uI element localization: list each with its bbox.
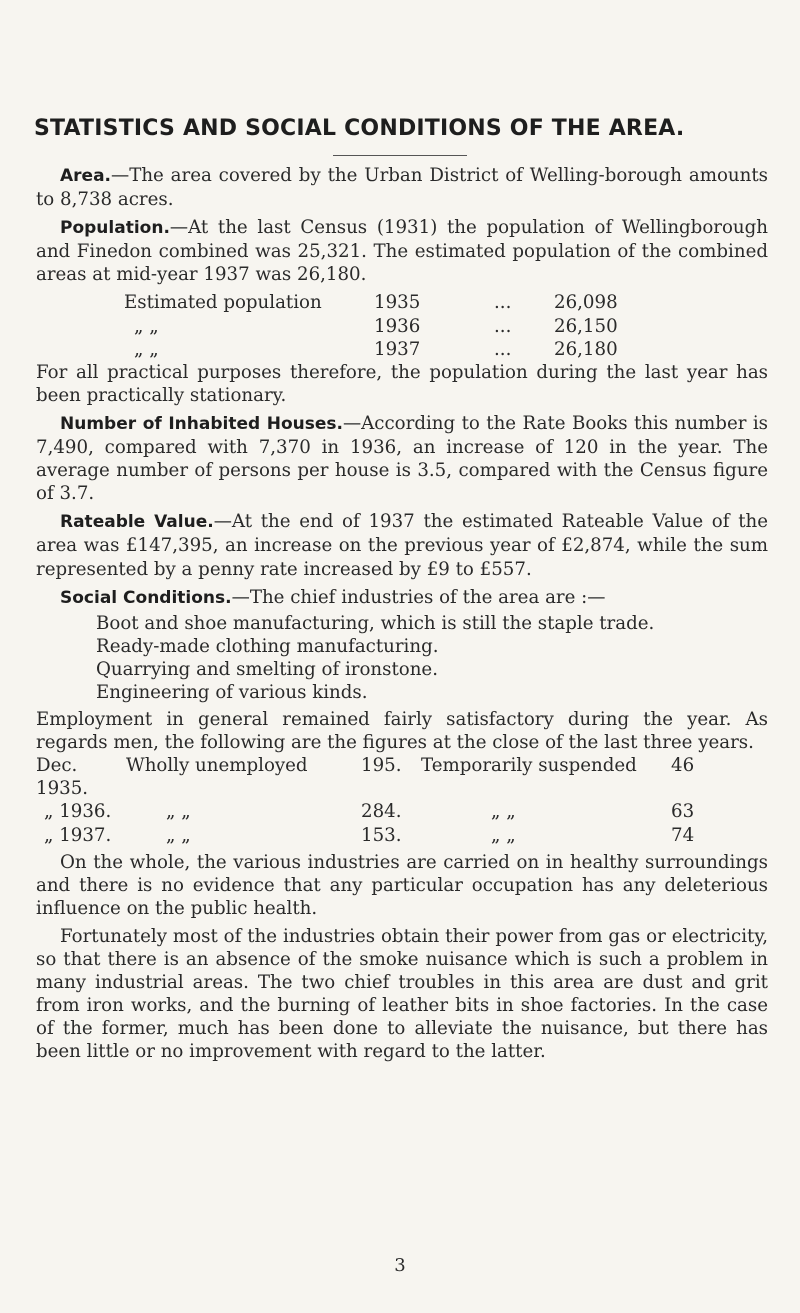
employment-label2: „ „ [491,824,516,846]
population-row-dots: ... [494,292,512,314]
list-item: Quarrying and smelting of ironstone. [96,658,438,680]
area-heading: Area. [60,166,111,186]
industries-list [96,612,768,704]
page-title: STATISTICS AND SOCIAL CONDITIONS OF THE AREA. [34,116,685,141]
population-after: For all practical purposes therefore, the population during the last year has been practically stationary. [36,361,768,406]
population-row-year: 1936 [374,315,421,337]
population-row-label: „ „ [134,338,159,360]
employment-row [36,824,768,847]
rateable-text: —At the end of 1937 the estimated Rateable Value of the area was £147,395, an increase on the previous year of £2,874, while the sum represented by a penny rate increased by £9 to £557. [36,511,768,580]
page-number: 3 [394,1255,406,1276]
document-body [36,164,768,1068]
rateable-paragraph [36,510,768,580]
population-row-year: 1935 [374,292,421,314]
employment-label: Wholly unemployed [126,755,308,777]
population-row-value: 26,180 [554,338,618,360]
employment-row [36,754,768,800]
social-heading: Social Conditions. [60,587,232,608]
list-item: Engineering of various kinds. [96,681,368,703]
population-text: —At the last Census (1931) the population of Wellingborough and Finedon combined was 25,321. The estimated population of the combined areas at mid-year 1937 was 26,180. [36,217,768,286]
employment-label: „ „ [166,824,191,846]
social-paragraph [36,586,768,610]
employment-year: „ 1937. [44,824,112,846]
employment-unemployed: 195. [361,755,402,777]
population-row-value: 26,098 [554,292,618,314]
employment-suspended: 74 [671,824,695,846]
population-row-value: 26,150 [554,315,618,337]
employment-label2: Temporarily suspended [421,755,637,777]
area-text: —The area covered by the Urban District of Welling-borough amounts to 8,738 acres. [36,165,768,211]
employment-suspended: 46 [671,755,695,777]
list-item: Ready-made clothing manufacturing. [96,635,439,657]
rateable-heading: Rateable Value. [60,512,214,533]
houses-text: —According to the Rate Books this number is 7,490, compared with 7,370 in 1936, an increase of 120 in the year. The average number of persons per house is 3.5, compared with the Census figure of 3.7. [36,412,768,505]
population-row [124,338,664,361]
houses-heading: Number of Inhabited Houses. [60,413,343,434]
employment-unemployed: 153. [361,824,402,846]
list-item: Boot and shoe manufacturing, which is still the staple trade. [96,612,655,634]
employment-row [36,800,768,823]
population-row [124,315,664,338]
employment-year: Dec. 1935. [36,755,89,800]
title-divider [333,155,467,156]
employment-label2: „ „ [491,801,516,823]
houses-paragraph [36,412,768,505]
population-row-year: 1937 [374,338,421,360]
employment-year: „ 1936. [44,801,112,823]
power-paragraph: Fortunately most of the industries obtain their power from gas or electricity, so that there is an absence of the smoke nuisance which is such a problem in many industrial areas. The two chief troubles in this area are dust and grit from iron works, and the burning of leather bits in shoe factories. In the case of the former, much has been done to alleviate the nuisance, but there has been little or no improvement with regard to the latter. [36,925,768,1063]
population-heading: Population. [60,218,170,239]
area-paragraph [36,164,768,211]
population-row-label: Estimated population [124,292,322,314]
social-text: —The chief industries of the area are :— [231,586,606,608]
population-row [124,291,664,314]
employment-unemployed: 284. [361,801,402,823]
population-paragraph [36,216,768,286]
health-paragraph: On the whole, the various industries are carried on in healthy surroundings and there is no evidence that any particular occupation has any deleterious influence on the public health. [36,851,768,919]
population-row-dots: ... [494,315,512,337]
employment-label: „ „ [166,801,191,823]
population-row-label: „ „ [134,315,159,337]
employment-table [36,754,768,846]
population-row-dots: ... [494,338,512,360]
employment-paragraph: Employment in general remained fairly satisfactory during the year. As regards men, the following are the figures at the close of the last three years. [36,709,768,754]
population-table [36,291,768,360]
employment-suspended: 63 [671,801,695,823]
